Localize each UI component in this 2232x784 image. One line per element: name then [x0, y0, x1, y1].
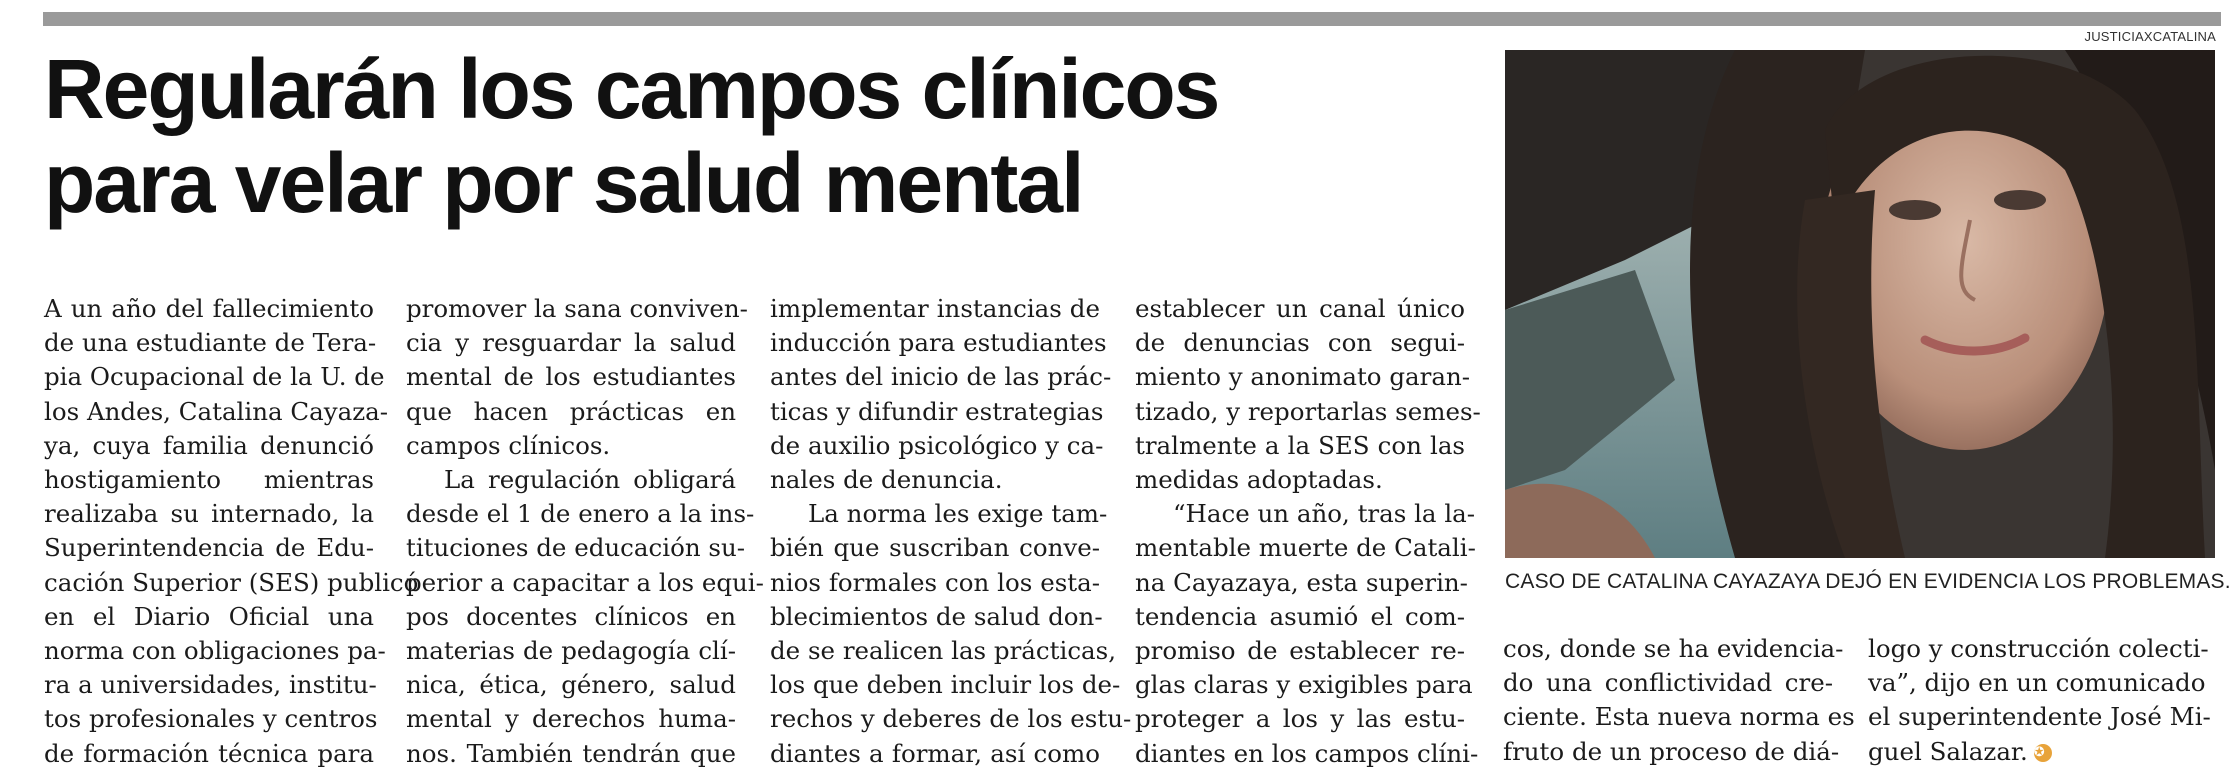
- text-line: de se realicen las prácticas,: [770, 636, 1117, 666]
- text-line: antes del inicio de las prác-: [770, 362, 1112, 392]
- text-line: ciente. Esta nueva norma es: [1503, 702, 1855, 732]
- text-line: tendencia asumió el com-: [1135, 601, 1465, 631]
- text-line: nos. También tendrán que: [406, 738, 736, 768]
- text-line: tos profesionales y centros: [44, 704, 378, 734]
- text-line: desde el 1 de enero a la ins-: [406, 499, 755, 529]
- text-line: Superintendencia de Edu-: [44, 533, 374, 563]
- text-line: va”, dijo en un comunicado: [1868, 668, 2206, 698]
- text-line: campos clínicos.: [406, 430, 611, 460]
- text-line: cia y resguardar la salud: [406, 328, 736, 358]
- text-line: el superintendente José Mi-: [1868, 702, 2211, 732]
- text-line: establecer un canal único: [1135, 294, 1465, 323]
- text-line: perior a capacitar a los equi-: [406, 567, 764, 597]
- text-line: mentable muerte de Catali-: [1135, 533, 1476, 563]
- text-line: pia Ocupacional de la U. de: [44, 362, 385, 392]
- text-line: cos, donde se ha evidencia-: [1503, 634, 1844, 663]
- text-line: que hacen prácticas en: [406, 396, 736, 426]
- article-column-1: [44, 292, 419, 771]
- text-line: ra a universidades, institu-: [44, 670, 377, 700]
- text-line: ya, cuya familia denunció: [44, 430, 374, 460]
- text-line: nios formales con los esta-: [770, 567, 1100, 597]
- article-column-4: [1135, 292, 1481, 771]
- text-line: nales de denuncia.: [770, 465, 1003, 495]
- text-line: diantes a formar, así como: [770, 738, 1100, 768]
- text-line: La regulación obligará: [444, 465, 736, 495]
- text-line: hostigamiento mientras: [44, 465, 374, 495]
- text-line: logo y construcción colecti-: [1868, 634, 2209, 663]
- text-line: cación Superior (SES) publicó: [44, 567, 419, 597]
- text-line: nica, ética, género, salud: [406, 670, 736, 700]
- text-line: de formación técnica para: [44, 738, 374, 768]
- text-line: medidas adoptadas.: [1135, 465, 1383, 495]
- top-rule: [43, 12, 2221, 26]
- text-line: pos docentes clínicos en: [406, 601, 736, 631]
- headline: [44, 42, 1484, 230]
- text-line: A un año del fallecimiento: [44, 294, 374, 323]
- text-line: miento y anonimato garan-: [1135, 362, 1470, 392]
- text-line: bién que suscriban conve-: [770, 533, 1100, 563]
- text-line: realizaba su internado, la: [44, 499, 374, 529]
- portrait-illustration: [1505, 50, 2215, 558]
- article-photo: [1505, 50, 2215, 558]
- text-line: diantes en los campos clíni-: [1135, 738, 1479, 768]
- text-line: implementar instancias de: [770, 294, 1100, 323]
- text-line: La norma les exige tam-: [808, 499, 1108, 529]
- headline-line-2: para velar por salud mental: [44, 136, 1083, 230]
- photo-caption: CASO DE CATALINA CAYAZAYA DEJÓ EN EVIDENCIA LOS PROBLEMAS.: [1505, 570, 2231, 593]
- text-line: “Hace un año, tras la la-: [1173, 499, 1476, 529]
- text-line: proteger a los y las estu-: [1135, 704, 1465, 734]
- text-line: do una conflictividad cre-: [1503, 668, 1833, 698]
- text-line: glas claras y exigibles para: [1135, 670, 1473, 700]
- text-line: promiso de establecer re-: [1135, 636, 1465, 666]
- text-line: fruto de un proceso de diá-: [1503, 736, 1840, 766]
- text-line: de auxilio psicológico y ca-: [770, 430, 1104, 460]
- text-line: blecimientos de salud don-: [770, 601, 1103, 631]
- text-line: tituciones de educación su-: [406, 533, 746, 563]
- text-line: promover la sana conviven-: [406, 294, 748, 323]
- text-line: los Andes, Catalina Cayaza-: [44, 396, 388, 426]
- article-column-2: [406, 292, 764, 771]
- text-line: mental y derechos huma-: [406, 704, 736, 734]
- text-line: de una estudiante de Tera-: [44, 328, 377, 358]
- photo-credit: JUSTICIAXCATALINA: [2084, 29, 2216, 44]
- headline-line-1: Regularán los campos clínicos: [44, 42, 1219, 136]
- text-line: tizado, y reportarlas semes-: [1135, 396, 1481, 426]
- text-line: inducción para estudiantes: [770, 328, 1107, 358]
- text-line: en el Diario Oficial una: [44, 601, 374, 631]
- text-line: mental de los estudiantes: [406, 362, 736, 392]
- article-column-3: [770, 292, 1132, 771]
- text-line: na Cayazaya, esta superin-: [1135, 567, 1468, 597]
- text-line: tralmente a la SES con las: [1135, 430, 1465, 460]
- article-column-5: [1503, 632, 1855, 769]
- text-line: de denuncias con segui-: [1135, 328, 1465, 358]
- text-line-final-text: guel Salazar.: [1868, 736, 2028, 766]
- text-line: materias de pedagogía clí-: [406, 636, 736, 666]
- article-column-6: [1868, 632, 2211, 769]
- text-line: norma con obligaciones pa-: [44, 636, 386, 666]
- text-line: rechos y deberes de los estu-: [770, 704, 1132, 734]
- text-line: los que deben incluir los de-: [770, 670, 1121, 700]
- end-of-article-icon: ✪: [2034, 744, 2052, 762]
- text-line: ticas y difundir estrategias: [770, 396, 1104, 426]
- text-line-final: [1868, 735, 2203, 769]
